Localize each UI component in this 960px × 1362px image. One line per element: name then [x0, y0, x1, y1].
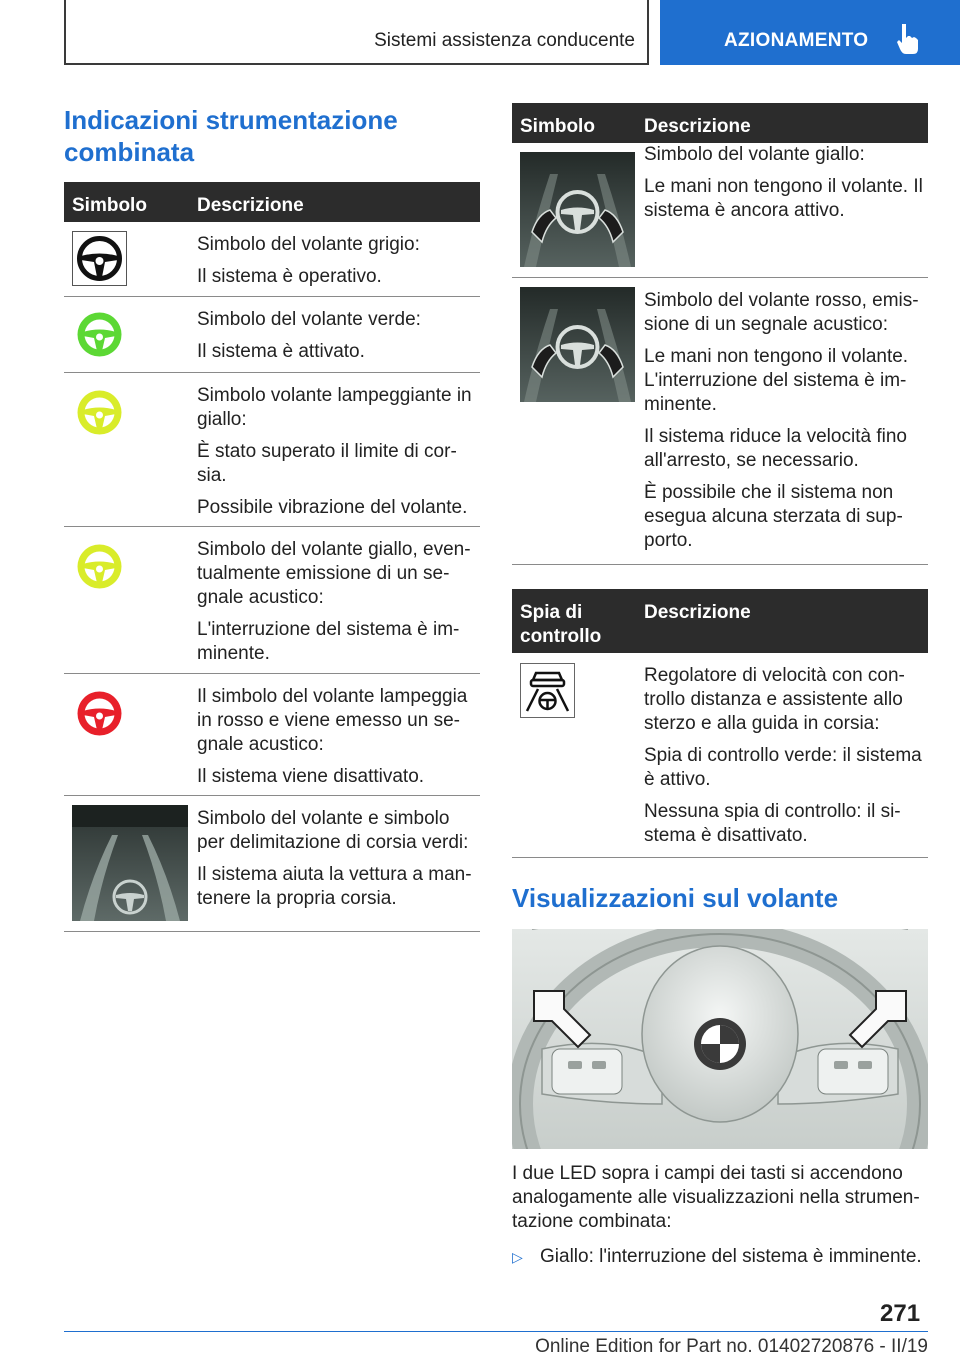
- hands-off-yellow-display-icon: [520, 152, 635, 267]
- table-header: [512, 103, 928, 143]
- row-description: [197, 384, 480, 528]
- desc-line: Spia di controllo verde: il sistema è attivo.: [644, 745, 922, 790]
- desc-line: Simbolo del volante verde:: [197, 309, 421, 330]
- col-indicator-label: Spia di controllo: [520, 602, 602, 647]
- page-number: 271: [880, 1300, 921, 1327]
- desc-line: L'interruzione del sistema è im-minente.: [197, 619, 460, 664]
- steering-wheel-yellow-flashing-icon: [72, 385, 127, 440]
- row-description: [644, 289, 928, 561]
- steering-wheel-red-icon: [72, 686, 127, 741]
- hand-pointer-icon: [896, 22, 922, 56]
- table-row: [64, 222, 480, 297]
- row-description: [644, 143, 928, 231]
- desc-line: Simbolo del volante e simbolo per delimitazione di corsia verdi:: [197, 808, 469, 853]
- desc-line: Nessuna spia di controllo: il si-stema è disattivato.: [644, 801, 901, 846]
- bullet-item: [512, 1245, 922, 1269]
- desc-line: Il sistema riduce la velocità fino all'arresto, se necessario.: [644, 426, 907, 471]
- hands-off-red-display-icon: [520, 287, 635, 402]
- steering-wheel-green-icon: [72, 307, 127, 362]
- desc-line: Il simbolo del volante lampeggia in rosso e viene emesso un se-gnale acustico:: [197, 686, 468, 755]
- lane-boundary-display-icon: [72, 805, 188, 921]
- desc-line: Simbolo del volante rosso, emis-sione di un segnale acustico:: [644, 290, 919, 335]
- bullet-text: Giallo: l'interruzione del sistema è imminente.: [540, 1246, 922, 1267]
- row-description: [197, 308, 480, 372]
- col-symbol-label: Simbolo: [520, 116, 595, 137]
- desc-line: Il sistema è attivato.: [197, 341, 365, 362]
- hands-off-symbol-table: [512, 103, 928, 565]
- header-section-title: Sistemi assistenza conducente: [374, 30, 635, 51]
- table-row: [512, 143, 928, 278]
- col-symbol-label: Simbolo: [72, 195, 147, 216]
- section-title-instrument: [64, 104, 464, 168]
- steering-wheel-leds-photo: [512, 929, 928, 1149]
- row-description: [197, 538, 480, 674]
- desc-line: Possibile vibrazione del volante.: [197, 497, 468, 518]
- desc-line: Le mani non tengono il volante. L'interruzione del sistema è im-minente.: [644, 346, 909, 415]
- table-row: [64, 674, 480, 796]
- triangle-bullet-icon: ▷: [512, 1249, 523, 1265]
- desc-line: È possibile che il sistema non esegua alcuna sterzata di sup-porto.: [644, 482, 903, 551]
- desc-line: Il sistema aiuta la vettura a man-tenere la propria corsia.: [197, 864, 472, 909]
- desc-line: Simbolo del volante giallo:: [644, 144, 865, 165]
- header-chapter-tab[interactable]: [660, 0, 960, 65]
- table-row: [512, 278, 928, 565]
- row-description: [644, 664, 928, 856]
- indicator-light-table: [512, 589, 928, 858]
- driving-assistant-indicator-icon: [520, 663, 575, 718]
- table-row: [64, 373, 480, 527]
- table-header: [512, 589, 928, 653]
- steering-wheel-grey-icon: [72, 231, 127, 286]
- desc-line: Il sistema viene disattivato.: [197, 766, 425, 787]
- desc-line: Simbolo volante lampeggiante in giallo:: [197, 385, 472, 430]
- instrument-symbol-table: [64, 182, 480, 932]
- desc-line: Regolatore di velocità con con-trollo distanza e assistente allo sterzo e alla guida in corsia:: [644, 665, 905, 734]
- section-title-line1: Indicazioni strumentazione: [64, 105, 398, 135]
- table-row: [64, 527, 480, 674]
- col-desc-label: Descrizione: [644, 602, 751, 623]
- section-title-steering-wheel: Visualizzazioni sul volante: [512, 883, 839, 913]
- row-description: [197, 685, 480, 797]
- header-chapter-title: AZIONAMENTO: [724, 30, 869, 51]
- desc-line: Simbolo del volante grigio:: [197, 234, 420, 255]
- footer-divider: [64, 1331, 928, 1332]
- row-description: [197, 233, 480, 297]
- table-row: [64, 796, 480, 932]
- table-header: [64, 182, 480, 222]
- header-section-box: [64, 0, 649, 65]
- table-row: [512, 653, 928, 858]
- desc-line: È stato superato il limite di cor-sia.: [197, 441, 457, 486]
- table-row: [64, 297, 480, 373]
- caption-text: I due LED sopra i campi dei tasti si accendono analogamente alle visualizzazioni nella strumen-tazione combinata:: [512, 1163, 920, 1232]
- steering-wheel-yellow-icon: [72, 539, 127, 594]
- desc-line: Le mani non tengono il volante. Il sistema è ancora attivo.: [644, 176, 923, 221]
- desc-line: Il sistema è operativo.: [197, 266, 382, 287]
- section-title-line2: combinata: [64, 137, 195, 167]
- desc-line: Simbolo del volante giallo, even-tualmente emissione di un se-gnale acustico:: [197, 539, 471, 608]
- row-description: [197, 807, 480, 919]
- col-desc-label: Descrizione: [197, 195, 304, 216]
- edition-footer: Online Edition for Part no. 01402720876 - II/19: [535, 1336, 928, 1357]
- col-desc-label: Descrizione: [644, 116, 751, 137]
